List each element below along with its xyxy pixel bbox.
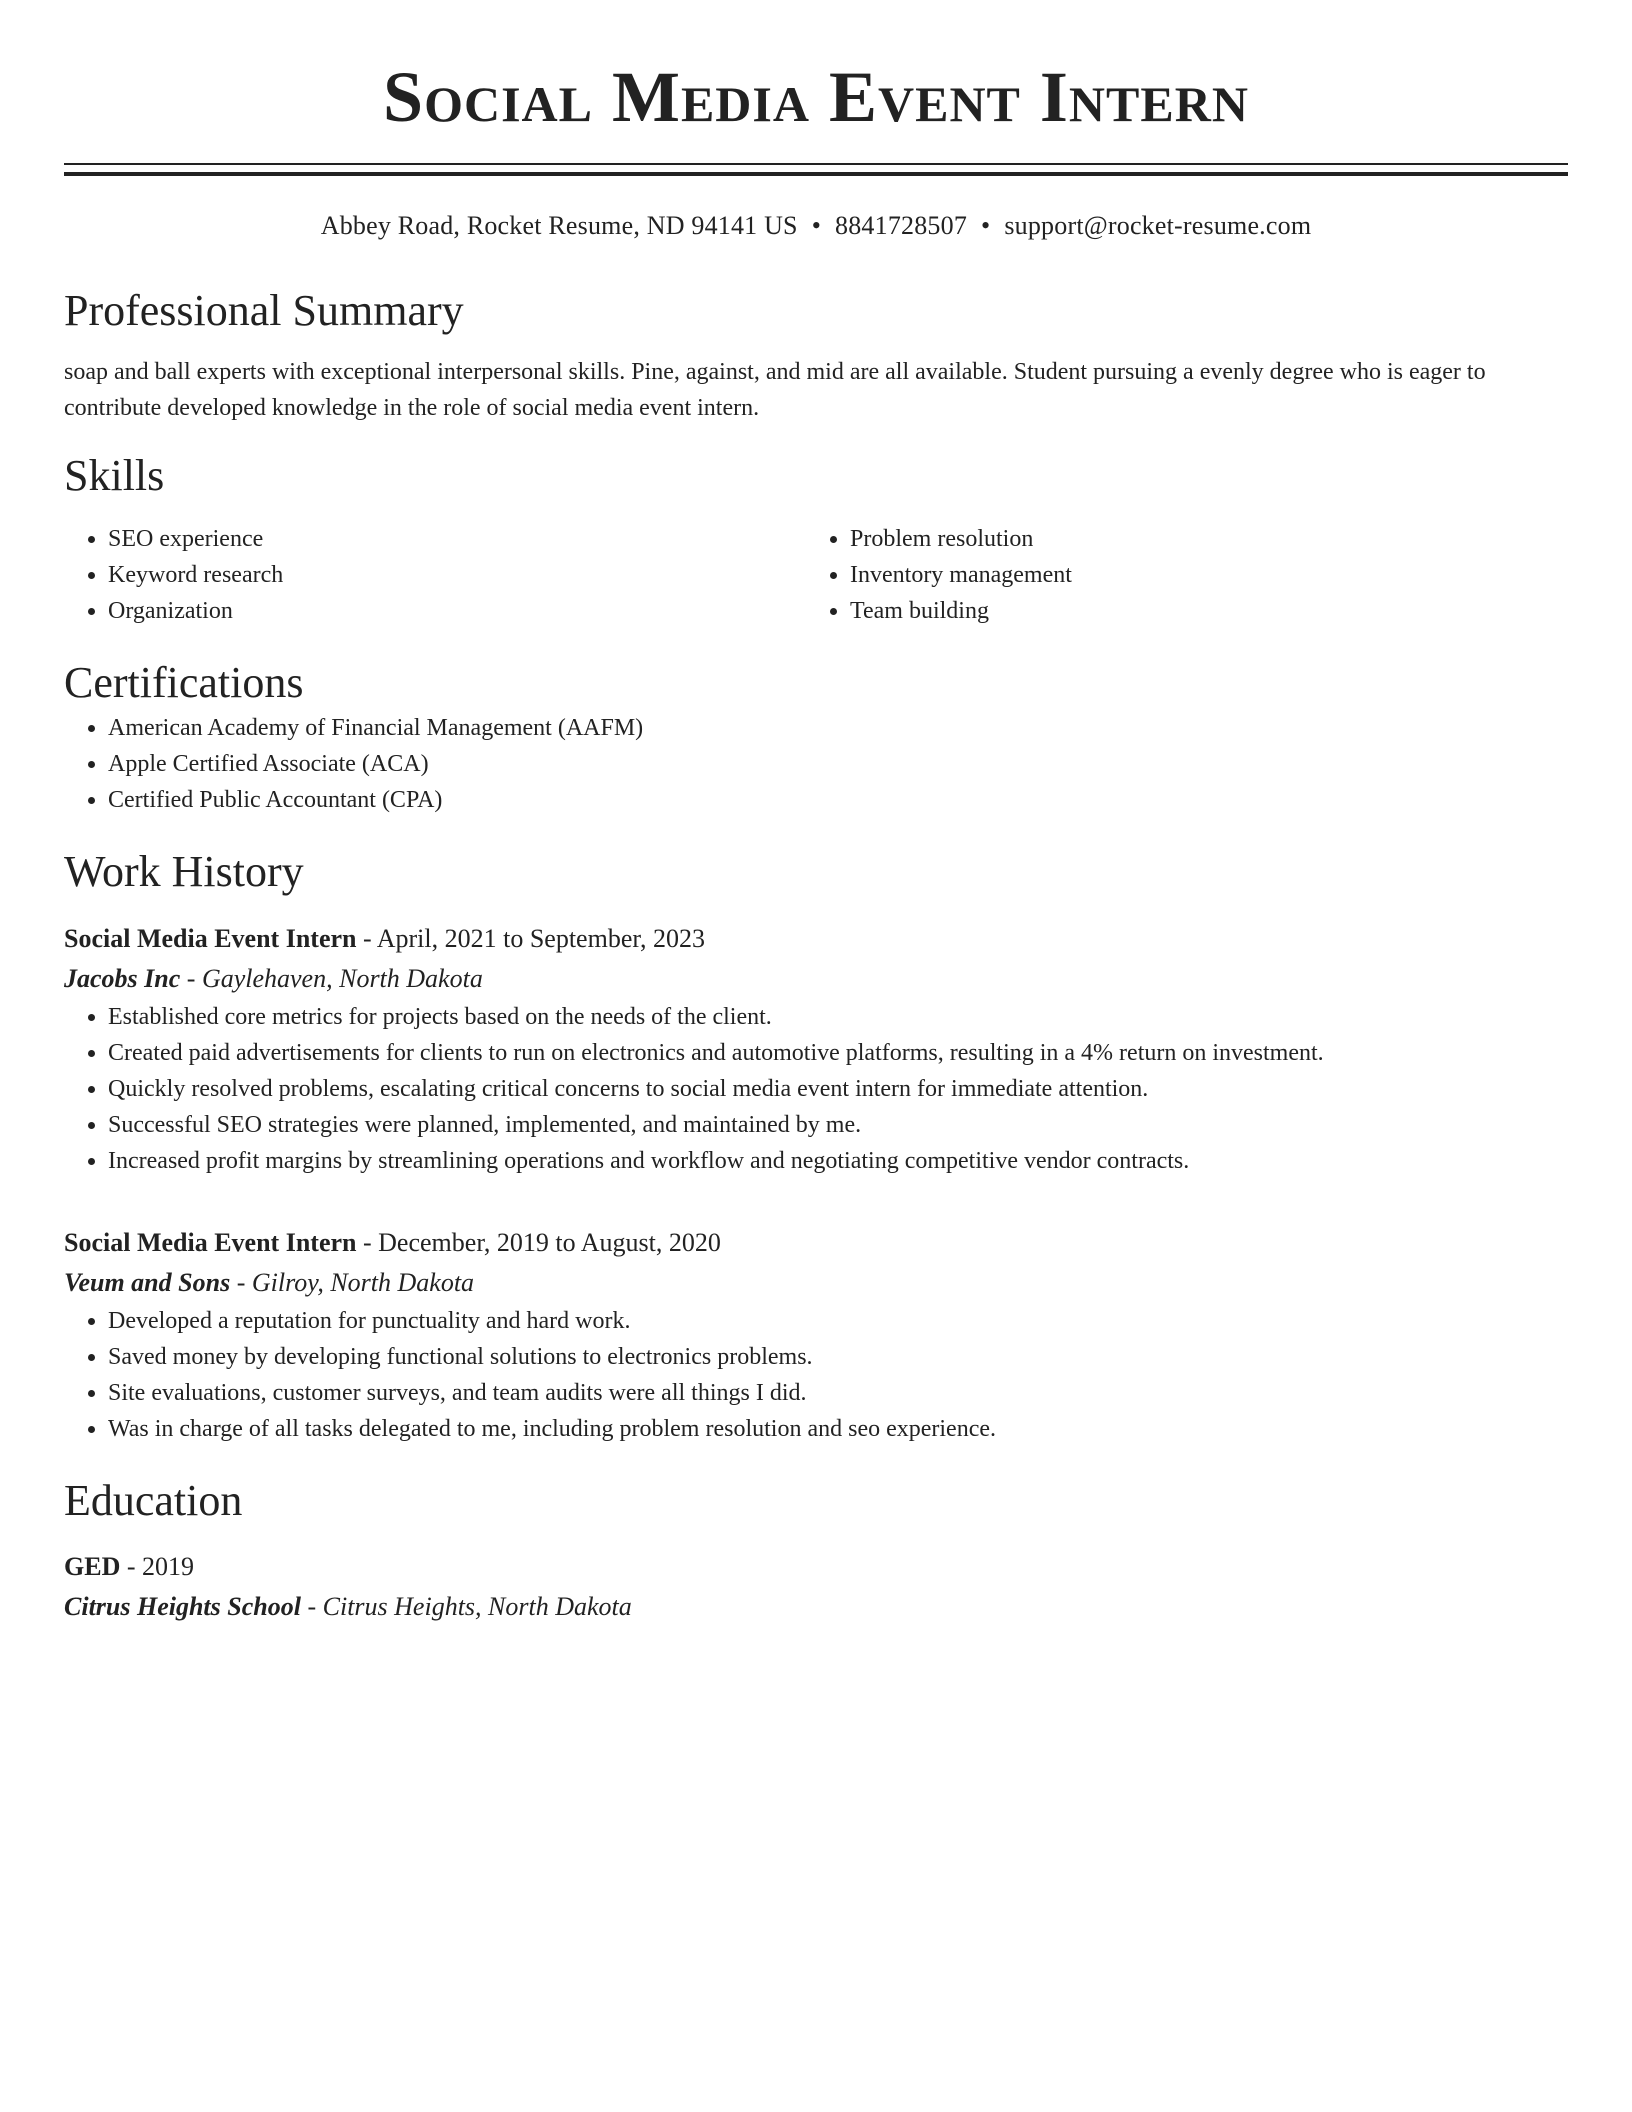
job-bullet: • Established core metrics for projects based on the needs of the client. — [108, 999, 1568, 1035]
job-dates: - December, 2019 to August, 2020 — [356, 1227, 721, 1257]
summary-text: soap and ball experts with exceptional interpersonal skills. Pine, against, and mid are all available. Student pursuing a evenly degree who is eager to contribute developed knowledge in the role of social media event intern. — [64, 359, 1486, 422]
education-year: - 2019 — [120, 1552, 195, 1582]
job-bullets — [64, 999, 1568, 1179]
certification-item: • American Academy of Financial Management (AAFM) — [108, 710, 1568, 746]
skill-item: • Organization — [108, 593, 806, 629]
certifications-heading: Certifications — [64, 657, 304, 707]
job-company: Jacobs Inc — [64, 963, 181, 993]
certification-item: • Certified Public Accountant (CPA) — [108, 782, 1568, 818]
education-school: Citrus Heights School — [64, 1592, 301, 1622]
skill-item: • Inventory management — [850, 557, 1548, 593]
certifications-section — [64, 657, 1568, 818]
education-heading: Education — [64, 1475, 243, 1525]
contact-separator: • — [981, 211, 991, 241]
job-title: Social Media Event Intern — [64, 1227, 357, 1257]
skill-item: • Problem resolution — [850, 521, 1548, 557]
job-bullet: • Developed a reputation for punctuality and hard work. — [108, 1303, 1568, 1339]
summary-heading: Professional Summary — [64, 286, 464, 336]
job-company-line — [64, 1263, 1568, 1303]
contact-email: support@rocket-resume.com — [1004, 211, 1312, 241]
education-degree: GED — [64, 1552, 121, 1582]
contact-separator: • — [811, 211, 822, 241]
skills-section — [64, 450, 1568, 629]
job-company-line — [64, 959, 1568, 999]
job-entry — [64, 919, 1568, 1179]
job-entry — [64, 1223, 1568, 1447]
skill-item: • SEO experience — [108, 521, 806, 557]
skills-column-right — [806, 521, 1548, 629]
job-dates: - April, 2021 to September, 2023 — [356, 923, 705, 953]
job-bullets — [64, 1303, 1568, 1447]
job-bullet: • Successful SEO strategies were planned, implemented, and maintained by me. — [108, 1107, 1568, 1143]
certifications-list — [64, 710, 1568, 818]
job-bullet: • Increased profit margins by streamlining operations and workflow and negotiating competitive vendor contracts. — [108, 1143, 1568, 1179]
skills-list-right — [806, 521, 1548, 629]
job-bullet: • Was in charge of all tasks delegated to me, including problem resolution and seo experience. — [108, 1411, 1568, 1447]
job-bullet: • Saved money by developing functional solutions to electronics problems. — [108, 1339, 1568, 1375]
summary-section — [64, 285, 1568, 426]
job-title-line — [64, 919, 1568, 959]
resume-title: Social Media Event Intern — [383, 57, 1249, 137]
job-title: Social Media Event Intern — [64, 923, 357, 953]
job-bullet: • Created paid advertisements for clients to run on electronics and automotive platforms, resulting in a 4% return on investment. — [108, 1035, 1568, 1071]
job-bullet: • Quickly resolved problems, escalating critical concerns to social media event intern for immediate attention. — [108, 1071, 1568, 1107]
skill-item: • Team building — [850, 593, 1548, 629]
education-location: - Citrus Heights, North Dakota — [300, 1592, 632, 1622]
skills-list-left — [64, 521, 806, 629]
job-company: Veum and Sons — [64, 1267, 231, 1297]
education-school-line — [64, 1587, 1568, 1627]
work-history-heading: Work History — [64, 846, 304, 896]
education-degree-line — [64, 1547, 1568, 1587]
work-history-section — [64, 846, 1568, 1447]
job-title-line — [64, 1223, 1568, 1263]
job-location: - Gilroy, North Dakota — [230, 1267, 475, 1297]
contact-line — [64, 210, 1568, 241]
education-section — [64, 1475, 1568, 1628]
skills-grid — [64, 521, 1568, 629]
skills-column-left — [64, 521, 806, 629]
certification-item: • Apple Certified Associate (ACA) — [108, 746, 1568, 782]
skill-item: • Keyword research — [108, 557, 806, 593]
contact-address: Abbey Road, Rocket Resume, ND 94141 US — [320, 211, 798, 241]
contact-phone: 8841728507 — [835, 211, 968, 241]
skills-heading: Skills — [64, 451, 165, 501]
job-location: - Gaylehaven, North Dakota — [180, 963, 483, 993]
job-bullet: • Site evaluations, customer surveys, and team audits were all things I did. — [108, 1375, 1568, 1411]
title-divider — [64, 163, 1568, 176]
